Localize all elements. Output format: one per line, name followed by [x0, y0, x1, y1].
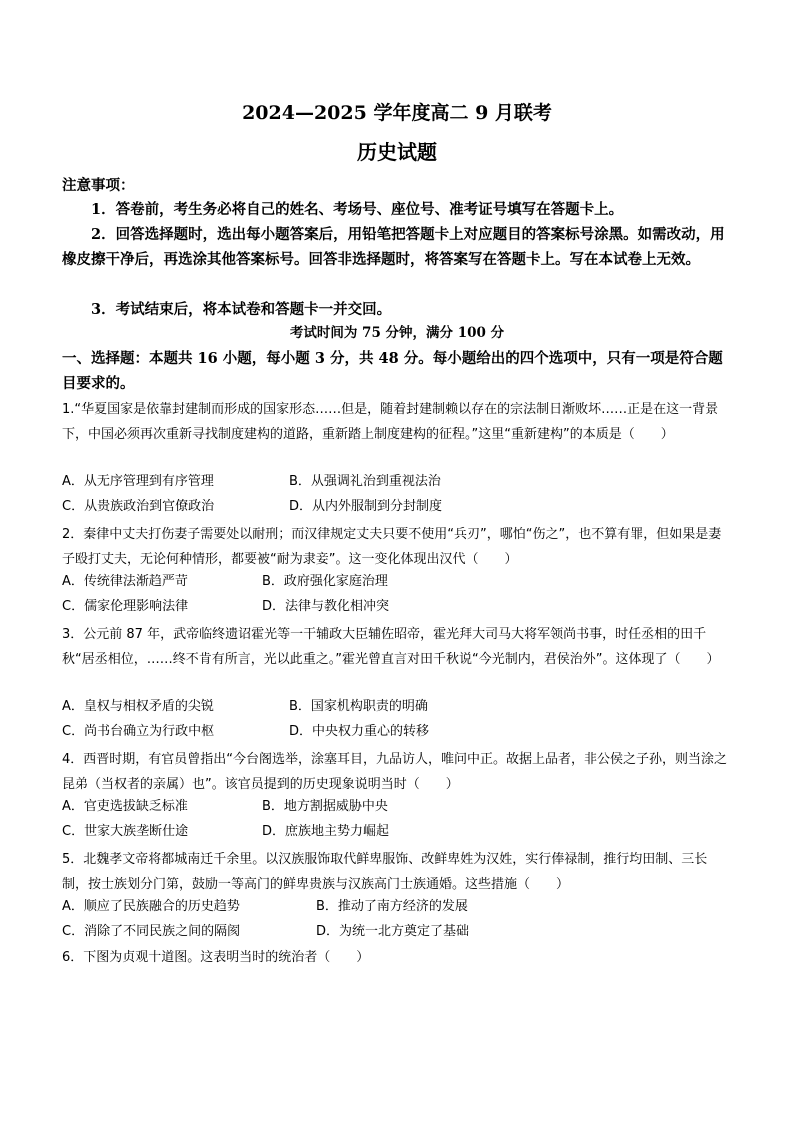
question-1-option-b[interactable]: B．从强调礼治到重视法治 — [289, 474, 441, 489]
question-4-option-d[interactable]: D．庶族地主势力崛起 — [262, 824, 390, 839]
question-1-option-a[interactable]: A．从无序管理到有序管理 — [62, 474, 214, 489]
question-3-option-c[interactable]: C．尚书台确立为行政中枢 — [62, 724, 215, 739]
question-4-option-c[interactable]: C．世家大族垄断仕途 — [62, 824, 189, 839]
question-6-stem: 6．下图为贞观十道图。这表明当时的统治者（ ） — [62, 950, 370, 965]
question-4-stem: 4．西晋时期，有官员曾指出“今台阁选举，涂塞耳目，九品访人，唯问中正。故据上品者，非公侯之子孙，则当涂之昆弟（当权者的亲属）也”。该官员提到的历史现象说明当时（ ） — [62, 752, 728, 792]
notice-item-3: 3．考试结束后，将本试卷和答题卡一并交回。 — [91, 301, 392, 318]
notice-item-1: 1．答卷前，考生务必将自己的姓名、考场号、座位号、准考证号填写在答题卡上。 — [91, 201, 624, 218]
exam-title: 2024—2025 学年度高二 9 月联考 — [242, 102, 552, 124]
question-1-option-d[interactable]: D．从内外服制到分封制度 — [289, 499, 443, 514]
question-2-stem: 2．秦律中丈夫打伤妻子需要处以耐刑；而汉律规定丈夫只要不使用“兵刃”，哪怕“伤之”，也不算有罪，但如果是妻子殴打丈夫，无论何种情形，都要被“耐为隶妾”。这一变化体现出汉代（ ） — [62, 527, 722, 567]
notice-heading: 注意事项： — [62, 177, 135, 194]
notice-item-2: 2．回答选择题时，选出每小题答案后，用铅笔把答题卡上对应题目的答案标号涂黑。如需改动，用橡皮擦干净后，再选涂其他答案标号。回答非选择题时，将答案写在答题卡上。写在本试卷上无效。 — [62, 226, 725, 268]
question-3-option-d[interactable]: D．中央权力重心的转移 — [289, 724, 430, 739]
question-5-option-a[interactable]: A．顺应了民族融合的历史趋势 — [62, 899, 240, 914]
question-2-option-d[interactable]: D．法律与教化相冲突 — [262, 599, 390, 614]
question-5-option-b[interactable]: B．推动了南方经济的发展 — [316, 899, 468, 914]
exam-subject: 历史试题 — [357, 140, 437, 164]
exam-time-info: 考试时间为 75 分钟，满分 100 分 — [289, 325, 505, 341]
question-2-option-c[interactable]: C．儒家伦理影响法律 — [62, 599, 189, 614]
question-2-option-a[interactable]: A．传统律法渐趋严苛 — [62, 574, 188, 589]
question-1-stem: 1.“华夏国家是依靠封建制而形成的国家形态……但是，随着封建制赖以存在的宗法制日渐败坏……正是在这一背景下，中国必须再次重新寻找制度建构的道路，重新踏上制度建构的征程。”这里“重新建构”的本质是（ ） — [62, 402, 719, 442]
question-5-option-c[interactable]: C．消除了不同民族之间的隔阂 — [62, 924, 241, 939]
question-5-option-d[interactable]: D．为统一北方奠定了基础 — [316, 924, 470, 939]
section-1-heading: 一、选择题：本题共 16 小题，每小题 3 分，共 48 分。每小题给出的四个选项中，只有一项是符合题目要求的。 — [62, 350, 723, 392]
question-4-option-a[interactable]: A．官吏选拔缺乏标准 — [62, 799, 188, 814]
question-2-option-b[interactable]: B．政府强化家庭治理 — [262, 574, 388, 589]
question-3-option-a[interactable]: A．皇权与相权矛盾的尖锐 — [62, 699, 214, 714]
question-3-option-b[interactable]: B．国家机构职责的明确 — [289, 699, 428, 714]
question-5-stem: 5．北魏孝文帝将都城南迁千余里。以汉族服饰取代鲜卑服饰、改鲜卑姓为汉姓，实行俸禄制，推行均田制、三长制，按士族划分门第，鼓励一等高门的鲜卑贵族与汉族高门士族通婚。这些措施（ ） — [62, 852, 708, 892]
question-1-option-c[interactable]: C．从贵族政治到官僚政治 — [62, 499, 215, 514]
question-4-option-b[interactable]: B．地方割据威胁中央 — [262, 799, 388, 814]
question-3-stem: 3．公元前 87 年，武帝临终遗诏霍光等一干辅政大臣辅佐昭帝，霍光拜大司马大将军领尚书事，时任丞相的田千秋“居丞相位，……终不肯有所言，光以此重之。”霍光曾直言对田千秋说“今光制内，君侯治外”。这体现了（ ） — [62, 627, 720, 667]
